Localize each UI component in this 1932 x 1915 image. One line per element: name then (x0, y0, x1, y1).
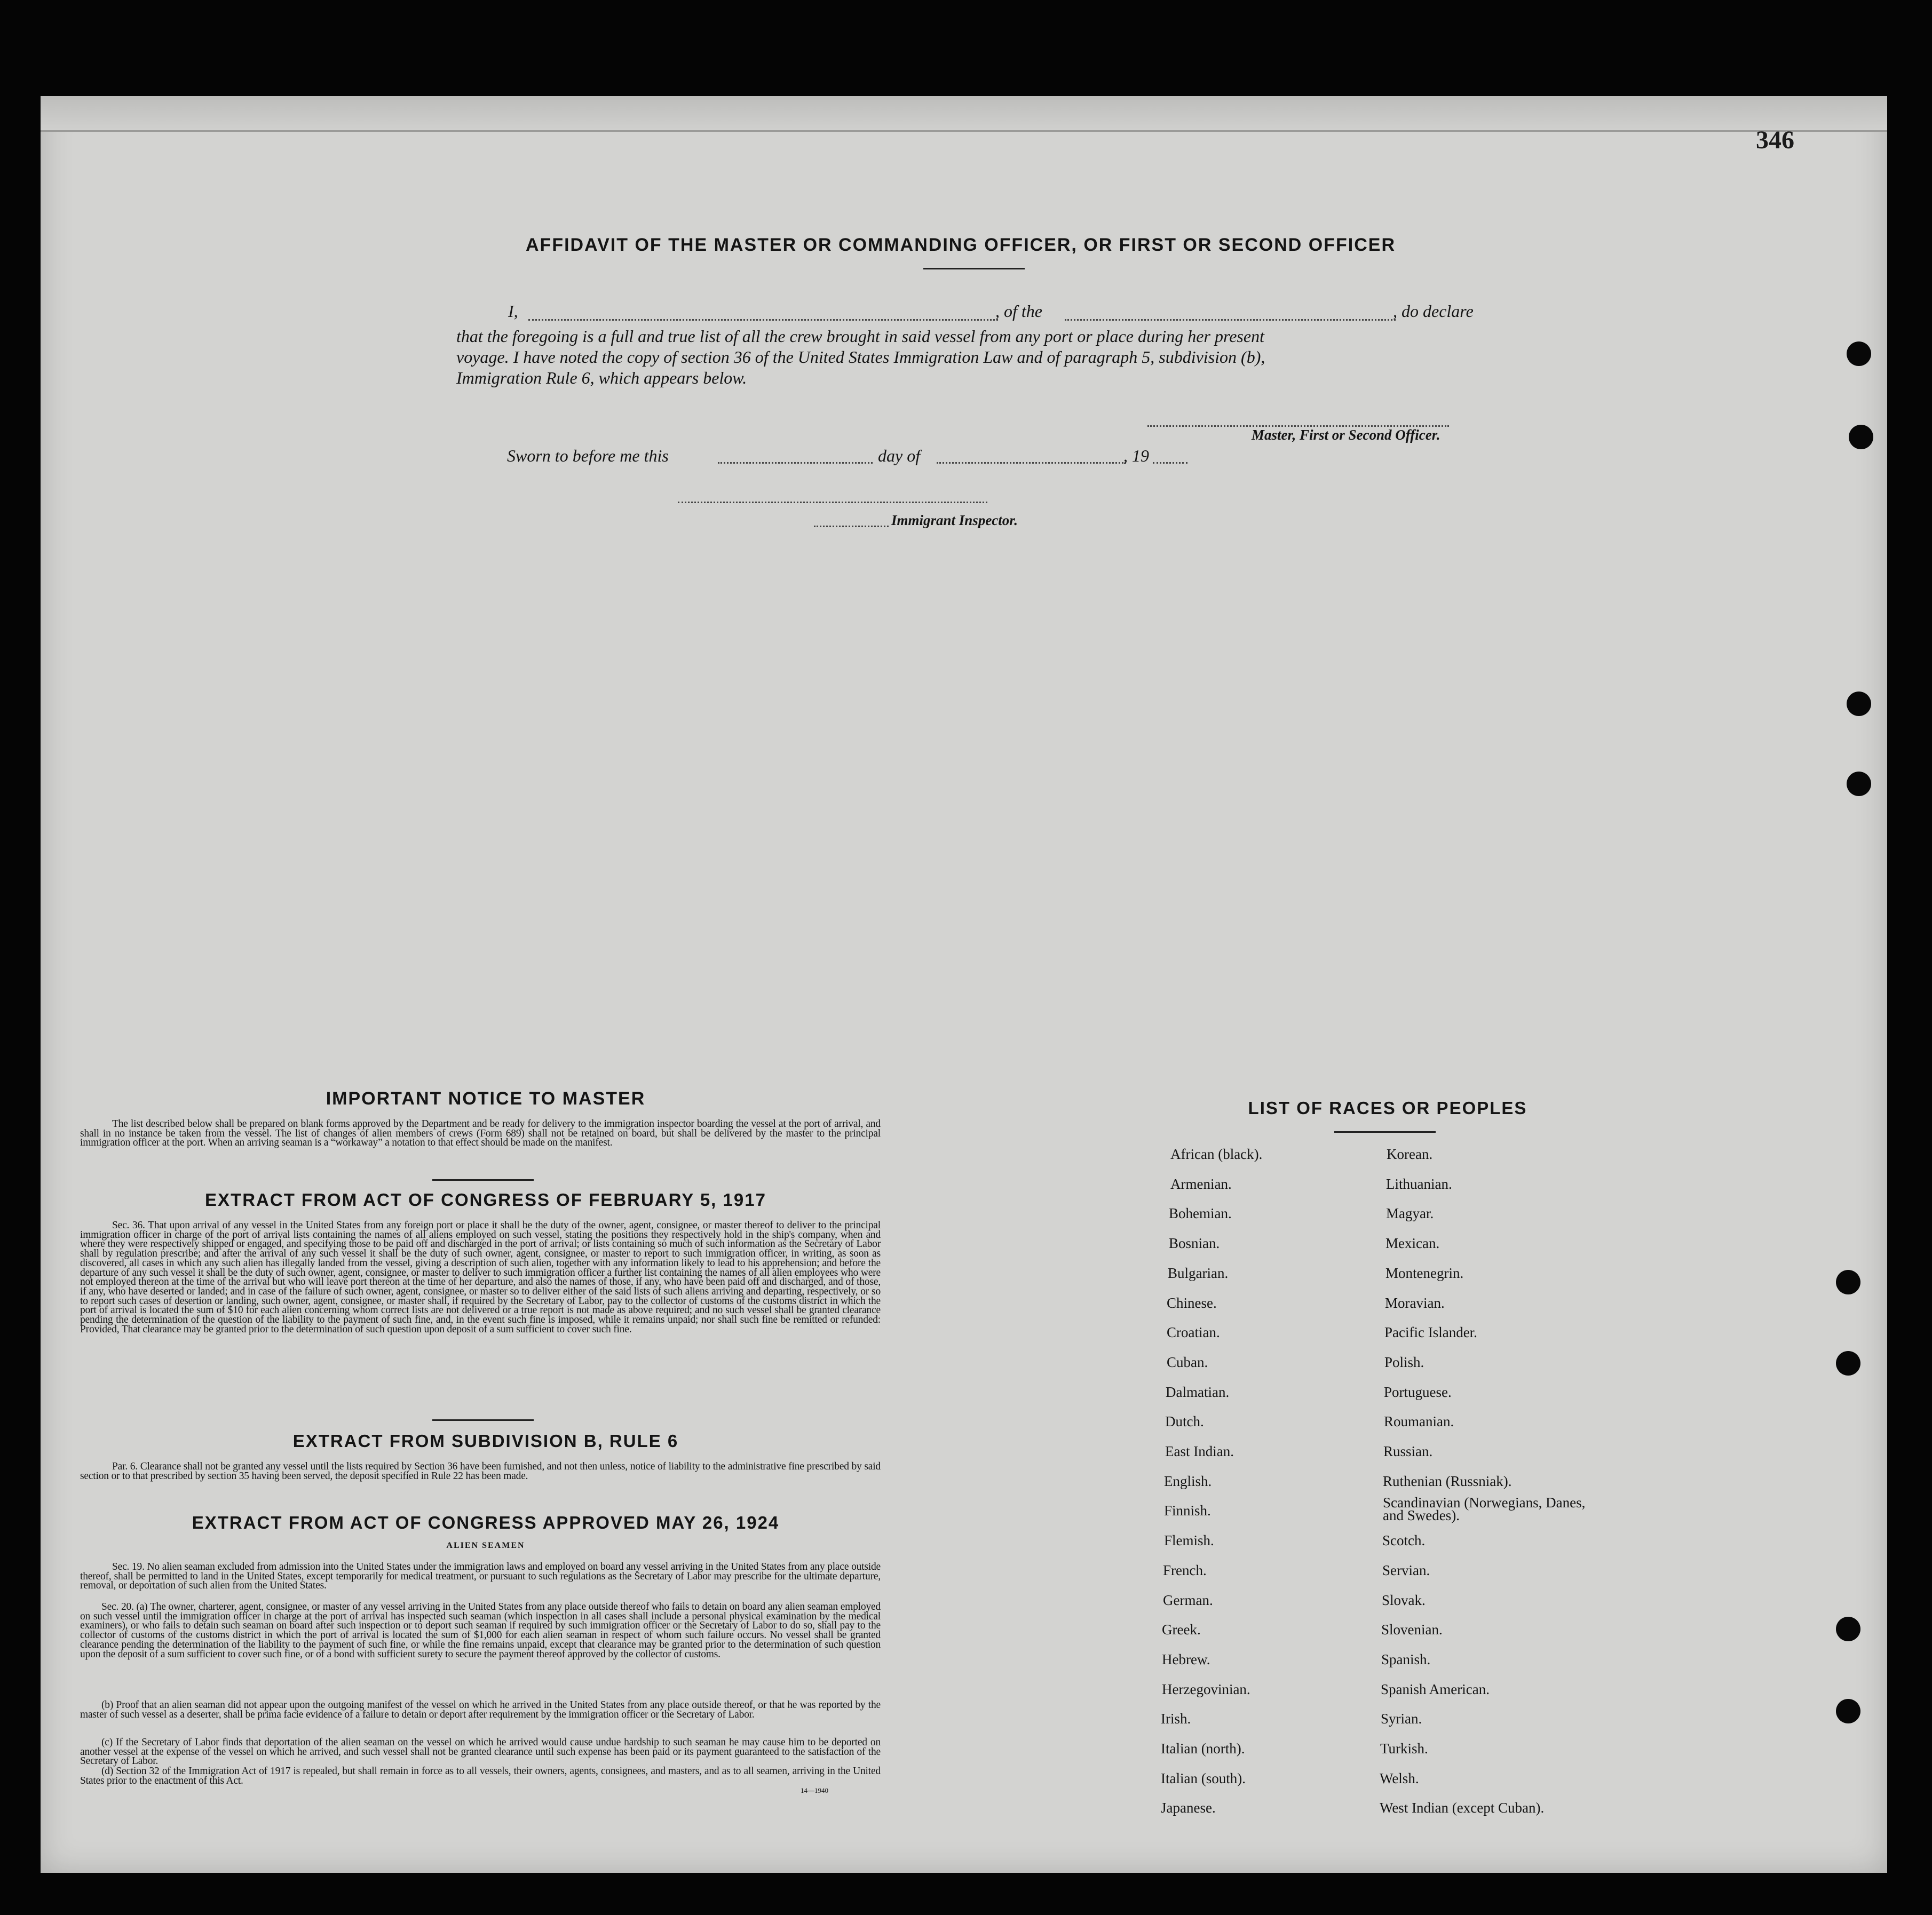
race-item: African (black). (1170, 1146, 1263, 1162)
race-item: Montenegrin. (1385, 1265, 1464, 1281)
race-item: West Indian (except Cuban). (1380, 1800, 1545, 1816)
affidavit-i: I, (508, 301, 518, 321)
alien-seamen-subtitle: ALIEN SEAMEN (446, 1541, 525, 1550)
race-item: Irish. (1161, 1711, 1191, 1727)
race-item: Bulgarian. (1168, 1265, 1229, 1281)
extract-1917-body: Sec. 36. That upon arrival of any vessel in the United States from any foreign port or place it shall be the duty of the owner, agent, consignee, or master thereof to deliver to the principal immigration officer in charge of the port of arrival lists containing the names of all aliens employed on such vessel, stating the positions they respectively hold in the ship's company, when and where they were respectively shipped or engaged, and specifying those to be paid off and discharged in the port of arrival; or lists containing so much of such information as the Secretary of Labor shall by regulation prescribe; and after the arrival of any such vessel it shall be the duty of such owner, agent, consignee, or master to report to such immigration officer, in writing, as soon as discovered, all cases in which any such alien has illegally landed from the vessel, giving a description of such alien, together with any information likely to lead to his apprehension; and before the departure of any such vessel it shall be the duty of such owner, agent, consignee, or master to deliver to such immigration officer a further list containing the names of all alien employees who were not employed thereon at the time of the arrival but who will leave port thereon at the time of her departure, and also the names of those, if any, who have been paid off and discharged, and of those, if any, who have deserted or landed; and in case of the failure of such owner, agent, consignee, or master so to deliver either of the said lists of such aliens arriving and departing, respectively, or so to report such cases of desertion or landing, such owner, agent, consignee, or master shall, if required by the Secretary of Labor, pay to the collector of customs of the customs district in which the port of arrival is located the sum of $10 for each alien concerning whom correct lists are not delivered or a true report is not made as above required; and no such vessel shall be granted clearance pending the determination of the question of the liability to the payment of such fine, and, in the event such fine is imposed, while it remains unpaid; nor shall such fine be remitted or refunded: Provided, That clearance may be granted prior to the determination of such question upon deposit of a sum sufficient to cover such fine. (80, 1220, 881, 1335)
race-item: Turkish. (1380, 1741, 1428, 1757)
year-blank[interactable] (1153, 462, 1187, 464)
race-item: Armenian. (1170, 1175, 1232, 1192)
extract-1924-sec20a: Sec. 20. (a) The owner, charterer, agent, consignee, or master of any vessel arriving in the United States from any place outside thereof who fails to detain on board any alien seaman employed on such vessel until the immigration officer in charge at the port of arrival has inspected such seaman (which inspection in all cases shall include a personal physical examination by the medical examiners), or who fails to detain such seaman on board after such inspection or to deport such seaman if required by such immigration officer or the Secretary of Labor to do so, shall pay to the collector of customs of the customs district in which the port of arrival is located the sum of $1,000 for each alien seaman in respect of whom such failure occurs. No vessel shall be granted clearance pending the determination of the liability to the payment of such fine, or while the fine remains unpaid, except that clearance may be granted prior to the determination of such question upon the deposit of a sum sufficient to cover such fine, or of a bond with sufficient surety to secure the payment thereof approved by the collector of customs. (80, 1601, 881, 1660)
race-item: Lithuanian. (1386, 1175, 1452, 1192)
race-item: Magyar. (1386, 1205, 1434, 1222)
extract-1924-sec20b: (b) Proof that an alien seaman did not appear upon the outgoing manifest of the vessel on which he arrived in the United States from any place outside thereof, or that he was reported by the master of such vessel as a deserter, shall be prima facie evidence of a failure to detain or deport after requirement by the immigration officer or the Secretary of Labor. (80, 1699, 881, 1720)
inspector-signature-line[interactable] (678, 502, 987, 503)
extract-1917-title: EXTRACT FROM ACT OF CONGRESS OF FEBRUARY 5, 1917 (205, 1190, 766, 1210)
punch-hole (1836, 1270, 1860, 1294)
race-item: Finnish. (1164, 1503, 1211, 1519)
race-item: Welsh. (1380, 1770, 1419, 1786)
affidavit-line-2: that the foregoing is a full and true list of all the crew brought in said vessel from any port or place during her present (456, 327, 1264, 346)
punch-hole (1836, 1617, 1860, 1641)
sworn-month-blank[interactable] (937, 462, 1126, 464)
punch-hole (1849, 425, 1873, 449)
race-item: Scandinavian (Norwegians, Danes, and Swedes). (1383, 1495, 1586, 1524)
sworn-day-blank[interactable] (718, 462, 873, 464)
extract-rule6-title: EXTRACT FROM SUBDIVISION B, RULE 6 (292, 1431, 679, 1451)
race-item: East Indian. (1165, 1443, 1234, 1459)
day-of-text: day of (878, 446, 921, 465)
race-item: Italian (north). (1161, 1741, 1245, 1757)
race-item: Servian. (1382, 1562, 1430, 1578)
year-text: , 19 (1123, 446, 1149, 465)
race-item: Dalmatian. (1166, 1384, 1230, 1400)
affidavit-line-4: Immigration Rule 6, which appears below. (456, 368, 747, 387)
divider (432, 1419, 534, 1421)
race-item: Bosnian. (1169, 1235, 1220, 1252)
race-item: Scotch. (1382, 1532, 1426, 1549)
punch-hole (1836, 1699, 1860, 1723)
extract-1924-title: EXTRACT FROM ACT OF CONGRESS APPROVED MAY 26, 1924 (192, 1513, 780, 1532)
inspector-signature-line-2[interactable] (814, 526, 889, 527)
race-item: Slovak. (1382, 1592, 1426, 1608)
punch-hole (1847, 341, 1871, 366)
divider (432, 1179, 534, 1181)
race-item: Polish. (1384, 1354, 1424, 1370)
vessel-blank[interactable] (1065, 319, 1396, 321)
race-item: Moravian. (1385, 1294, 1445, 1311)
name-blank[interactable] (528, 319, 998, 321)
race-item: Spanish American. (1381, 1681, 1490, 1697)
race-item: Russian. (1383, 1443, 1433, 1459)
race-item: Roumanian. (1384, 1413, 1454, 1430)
punch-hole (1847, 772, 1871, 796)
notice-body: The list described below shall be prepared on blank forms approved by the Department and be ready for delivery to the immigration inspector boarding the vessel at the port of arrival, and shall in no instance be taken from the vessel. The list of changes of alien members of crews (Form 689) shall not be retained on board, but shall be delivered by the master to the principal immigration officer at the port. When an arriving seaman is a “workaway” a notation to that effect should be made on the manifest. (80, 1118, 881, 1149)
punch-hole (1836, 1351, 1860, 1376)
race-item: Chinese. (1167, 1294, 1217, 1311)
race-item: French. (1163, 1562, 1207, 1578)
race-item: Korean. (1387, 1146, 1433, 1162)
race-item: Japanese. (1161, 1800, 1216, 1816)
affidavit-declare: , do declare (1393, 301, 1474, 321)
race-item: Herzegovinian. (1162, 1681, 1250, 1697)
race-item: Mexican. (1385, 1235, 1440, 1252)
race-item: Portuguese. (1384, 1384, 1452, 1400)
divider (1334, 1131, 1436, 1133)
race-item: Cuban. (1167, 1354, 1208, 1370)
race-item: English. (1164, 1473, 1212, 1489)
race-item: Spanish. (1381, 1651, 1431, 1667)
race-item: Ruthenian (Russniak). (1383, 1473, 1512, 1489)
notice-title: IMPORTANT NOTICE TO MASTER (326, 1088, 646, 1109)
affidavit-line-3: voyage. I have noted the copy of section 36 of the United States Immigration Law and of paragraph 5, subdivision (b), (456, 347, 1265, 367)
race-item: Syrian. (1381, 1711, 1422, 1727)
officer-signature-label: Master, First or Second Officer. (1252, 427, 1440, 443)
extract-1924-sec19: Sec. 19. No alien seaman excluded from admission into the United States under the immigration laws and employed on board any vessel arriving in the United States from any place outside thereof, shall be permitted to land in the United States, except temporarily for medical treatment, or pursuant to such regulations as the Secretary of Labor may prescribe for the ultimate departure, removal, or deportation of such alien from the United States. (80, 1561, 881, 1592)
extract-1924-sec20d: (d) Section 32 of the Immigration Act of 1917 is repealed, but shall remain in force as to all vessels, their owners, agents, consignees, and masters, and as to all seamen, arriving in the United States prior to the enactment of this Act. (80, 1766, 881, 1786)
punch-hole (1847, 692, 1871, 716)
corner-mark: 346 (1756, 126, 1794, 154)
race-item: Croatian. (1167, 1324, 1220, 1341)
affidavit-title: AFFIDAVIT OF THE MASTER OR COMMANDING OFFICER, OR FIRST OR SECOND OFFICER (526, 235, 1396, 255)
race-item: Bohemian. (1169, 1205, 1232, 1222)
races-title: LIST OF RACES OR PEOPLES (1248, 1098, 1527, 1118)
race-item: Italian (south). (1161, 1770, 1246, 1786)
race-item: Hebrew. (1162, 1651, 1210, 1667)
race-item: Slovenian. (1381, 1622, 1443, 1638)
inspector-label: Immigrant Inspector. (891, 512, 1018, 528)
race-item: Flemish. (1164, 1532, 1214, 1549)
extract-1924-sec20c: (c) If the Secretary of Labor finds that deportation of the alien seaman on the vessel on which he arrived would cause undue hardship to such seaman he may cause him to be deported on another vessel at the expense of the vessel on which he arrived, and such vessel shall not be granted clearance until such expense has been paid or its payment guaranteed to the satisfaction of the Secretary of Labor. (80, 1737, 881, 1767)
race-item: Dutch. (1165, 1413, 1204, 1430)
race-item: Pacific Islander. (1384, 1324, 1477, 1341)
extract-rule6-body: Par. 6. Clearance shall not be granted any vessel until the lists required by Section 36 have been furnished, and not then unless, notice of liability to the administrative fine prescribed by said section or to that prescribed by section 35 having been served, the deposit specified in Rule 22 has been made. (80, 1461, 881, 1482)
form-number: 14—1940 (801, 1786, 828, 1794)
race-item: German. (1163, 1592, 1213, 1608)
title-underline (923, 268, 1025, 269)
paper-fold (41, 96, 1887, 132)
race-item: Greek. (1162, 1622, 1201, 1638)
sworn-text: Sworn to before me this (507, 446, 669, 465)
affidavit-of-the: , of the (995, 301, 1042, 321)
